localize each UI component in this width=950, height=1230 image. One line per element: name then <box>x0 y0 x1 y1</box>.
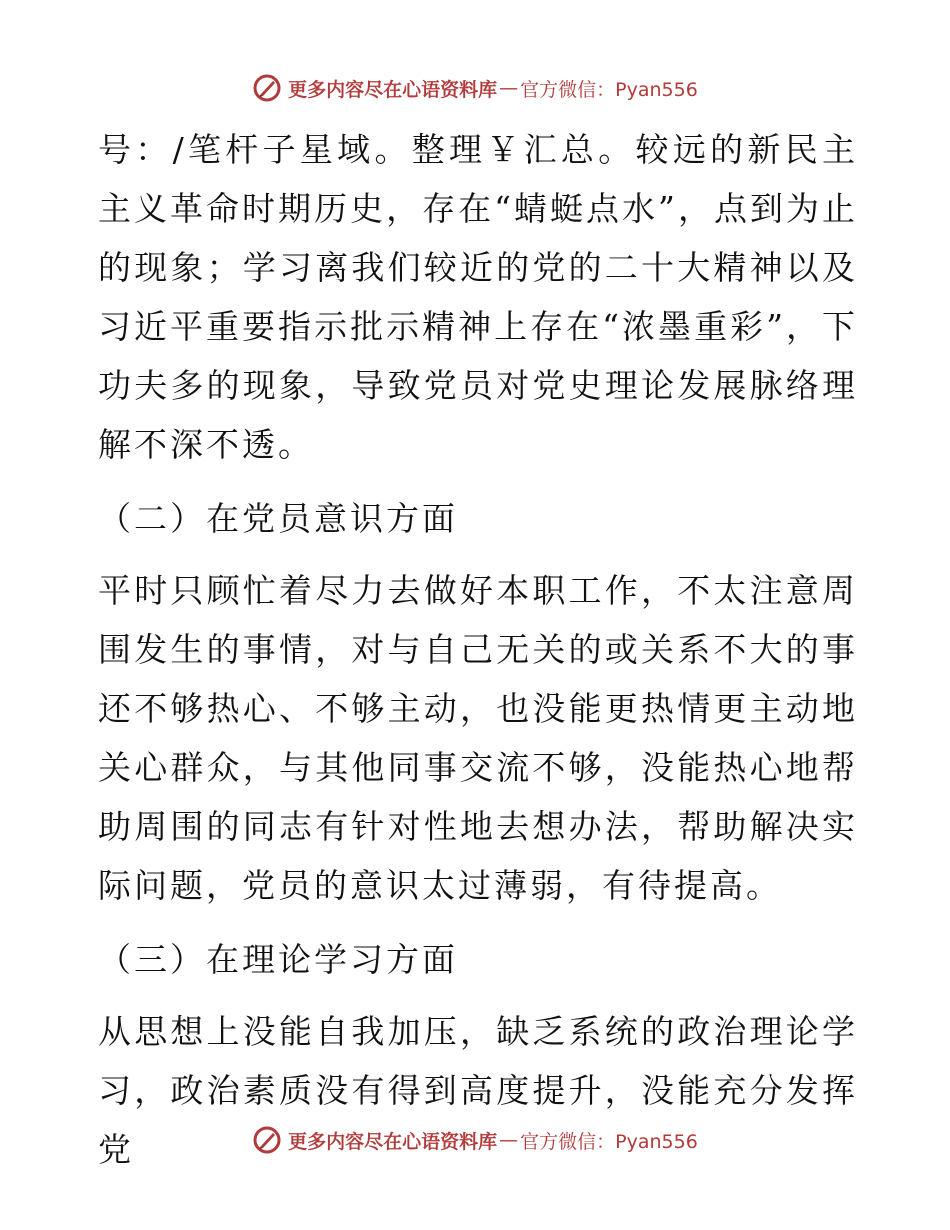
watermark-wechat-text: 官方微信：Pyan556 <box>520 78 698 101</box>
document-body <box>98 120 858 1179</box>
quill-logo-icon <box>252 73 282 103</box>
footer-watermark <box>0 1120 950 1160</box>
section-heading-3: （三）在理论学习方面 <box>98 940 458 979</box>
section-heading-2: （二）在党员意识方面 <box>98 499 458 538</box>
quill-logo-icon <box>252 1125 282 1155</box>
paragraph-3: 从思想上没能自我加压，缺乏系统的政治理论学习，政治素质没有得到高度提升，没能充分发挥党 <box>98 1012 858 1169</box>
watermark-main-text: 更多内容尽在心语资料库 <box>288 1130 498 1153</box>
watermark-main-text: 更多内容尽在心语资料库 <box>288 78 498 101</box>
paragraph-2: 平时只顾忙着尽力去做好本职工作，不太注意周围发生的事情，对与自己无关的或关系不大的事还不够热心、不够主动，也没能更热情更主动地关心群众，与其他同事交流不够，没能热心地帮助周围的同志有针对性地去想办法，帮助解决实际问题，党员的意识太过薄弱，有待提高。 <box>98 571 858 905</box>
header-watermark <box>0 68 950 108</box>
watermark-separator: — <box>499 1129 519 1151</box>
watermark-wechat-text: 官方微信：Pyan556 <box>520 1130 698 1153</box>
watermark-separator: — <box>499 77 519 99</box>
paragraph-1: 号：/笔杆子星域。整理￥汇总。较远的新民主主义革命时期历史，存在“蜻蜓点水”，点到为止的现象；学习离我们较近的党的二十大精神以及习近平重要指示批示精神上存在“浓墨重彩”，下功夫多的现象，导致党员对党史理论发展脉络理解不深不透。 <box>98 130 858 464</box>
